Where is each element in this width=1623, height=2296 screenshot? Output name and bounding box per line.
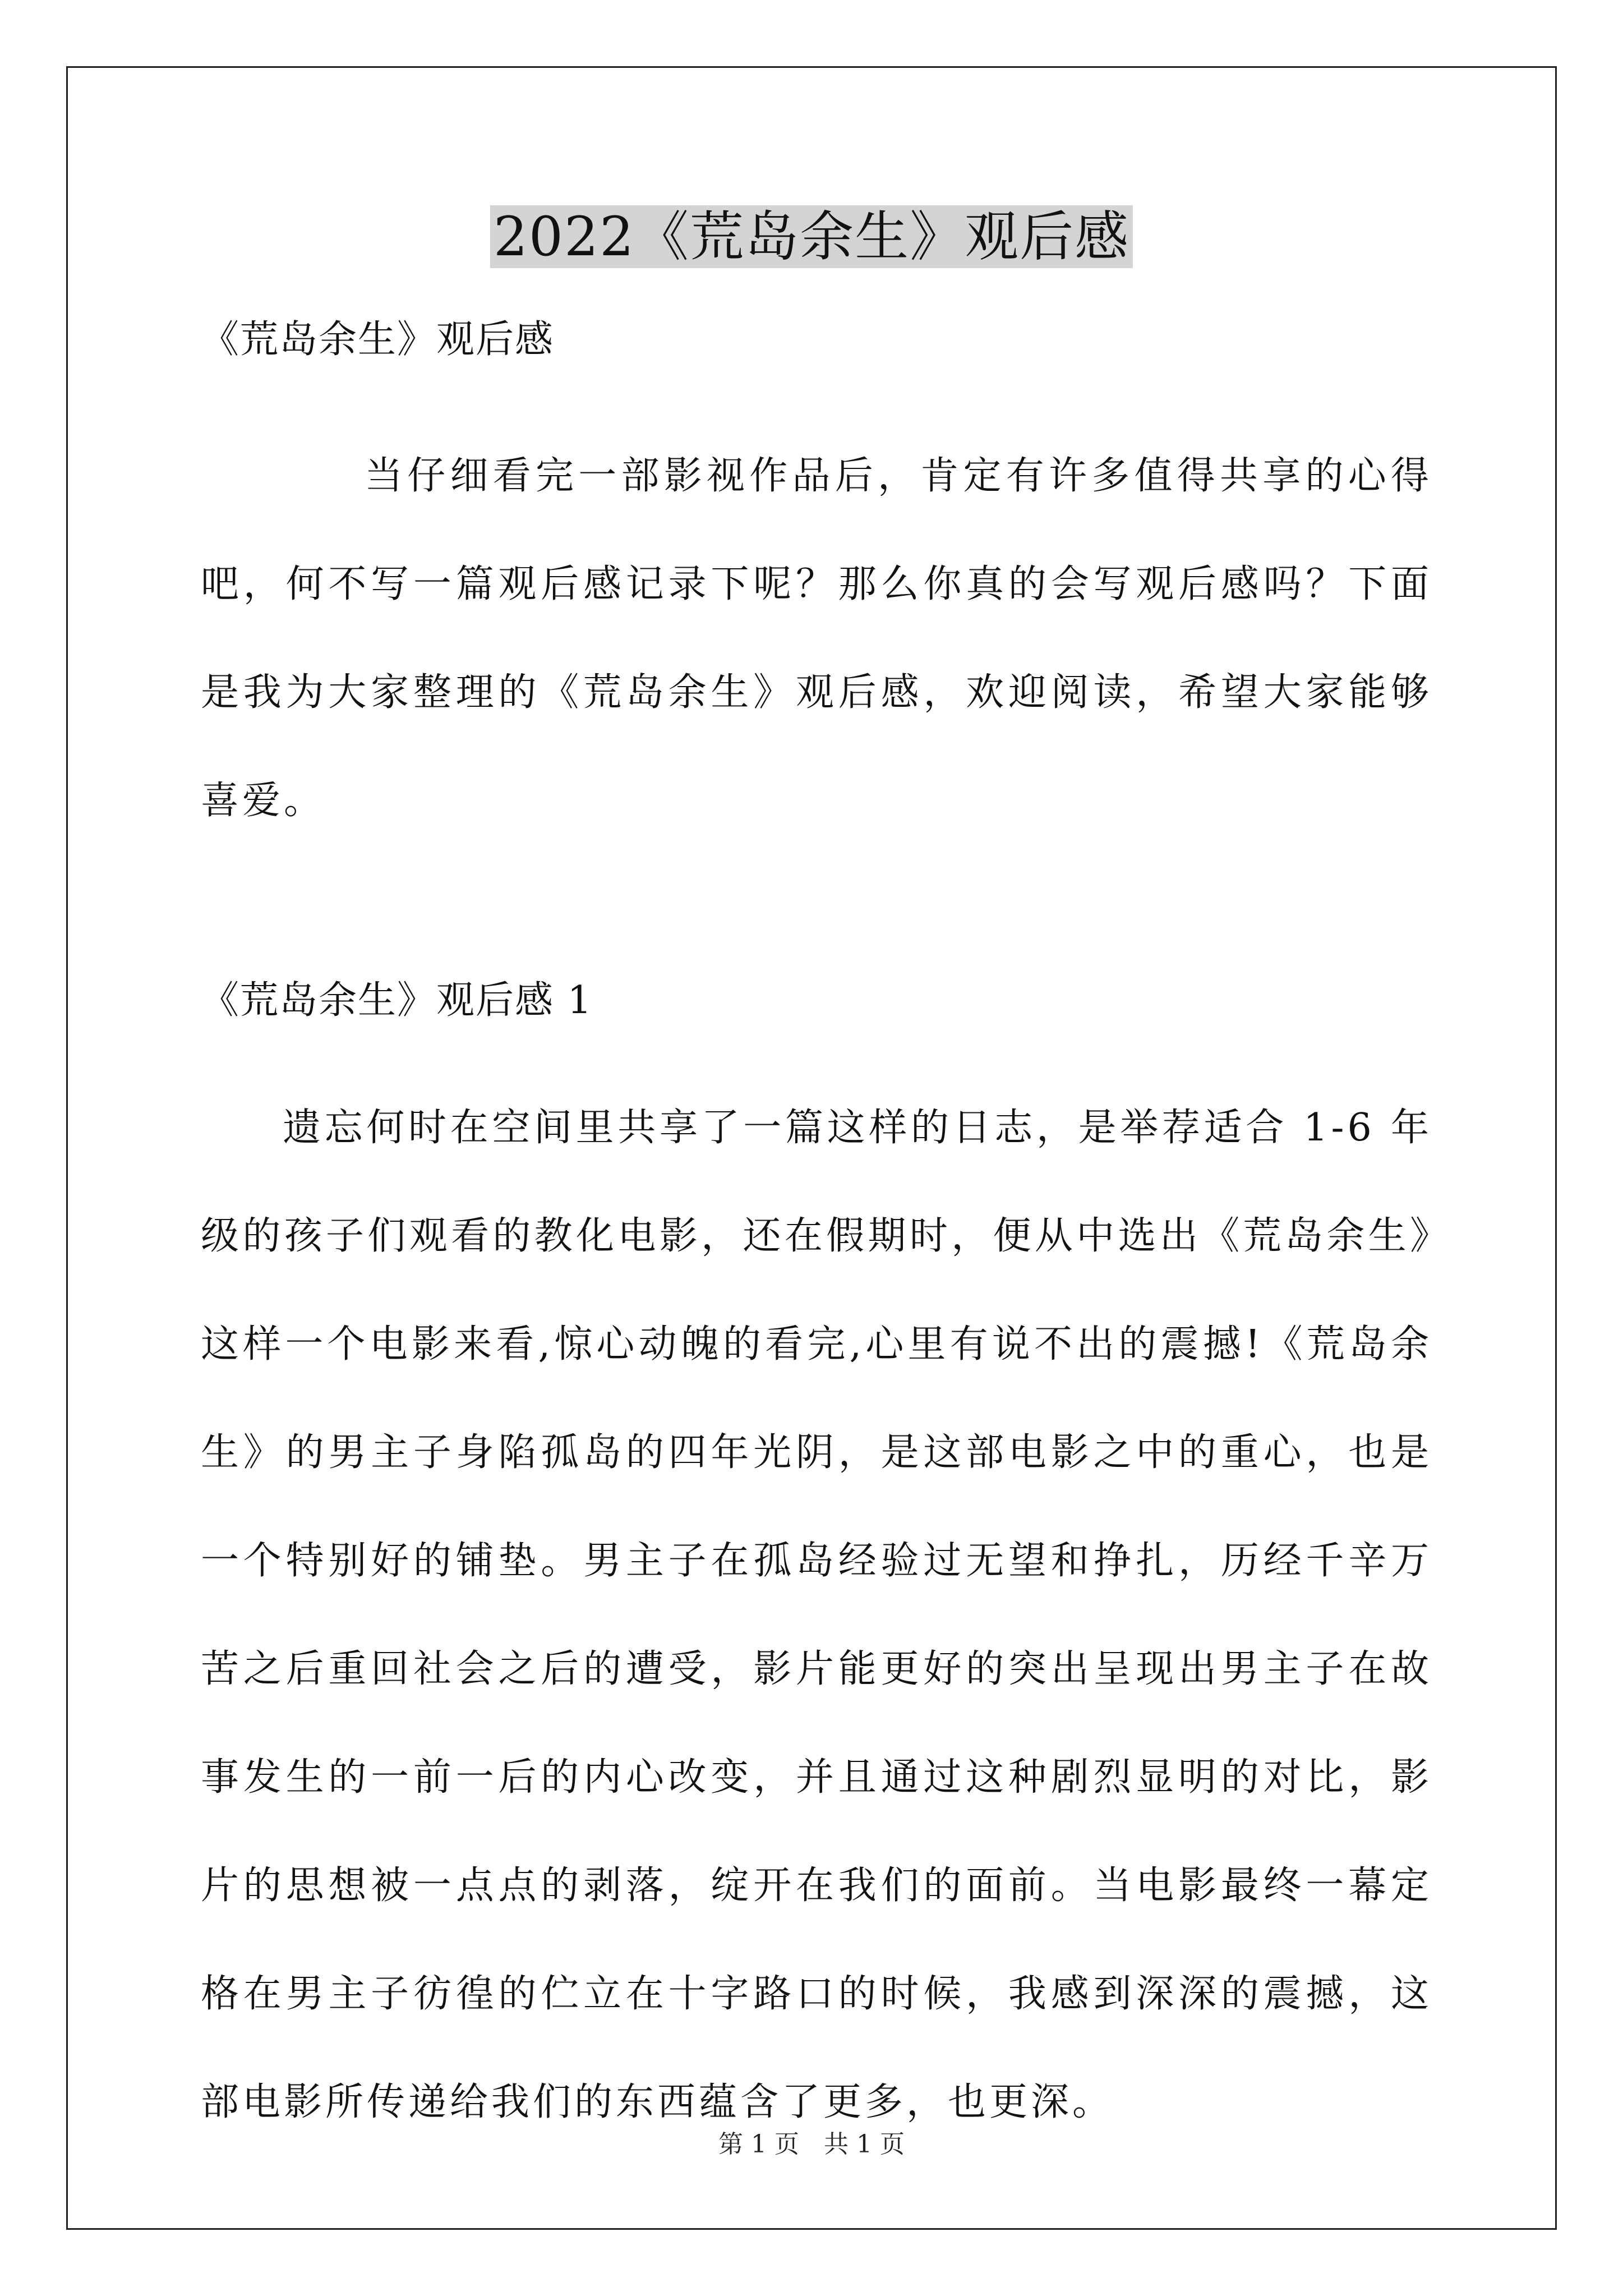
document-body xyxy=(201,312,1432,2156)
page-footer: 第 1 页 共 1 页 xyxy=(718,2130,905,2159)
intro-heading: 《荒岛余生》观后感 xyxy=(201,318,555,362)
section1-heading: 《荒岛余生》观后感 1 xyxy=(201,978,593,1023)
document-title xyxy=(0,197,1623,276)
section1-paragraph: 遗忘何时在空间里共享了一篇这样的日志，是举荐适合 1-6 年级的孩子们观看的教化电影，还在假期时，便从中选出《荒岛余生》这样一个电影来看,惊心动魄的看完,心里有说不出的震撼!《荒岛余生》的男主子身陷孤岛的四年光阴，是这部电影之中的重心，也是一个特别好的铺垫。男主子在孤岛经验过无望和挣扎，历经千辛万苦之后重回社会之后的遭受，影片能更好的突出呈现出男主子在故事发生的一前一后的内心改变，并且通过这种剧烈显明的对比，影片的思想被一点点的剥落，绽开在我们的面前。当电影最终一幕定格在男主子彷徨的伫立在十字路口的时候，我感到深深的震撼，这部电影所传递给我们的东西蕴含了更多，也更深。 xyxy=(201,1106,1432,2124)
section-spacer xyxy=(201,855,1432,973)
document-title-text: 2022《荒岛余生》观后感 xyxy=(490,205,1133,268)
intro-paragraph: 当仔细看完一部影视作品后，肯定有许多值得共享的心得吧，何不写一篇观后感记录下呢？那么你真的会写观后感吗？下面是我为大家整理的《荒岛余生》观后感，欢迎阅读，希望大家能够喜爱。 xyxy=(201,454,1432,823)
